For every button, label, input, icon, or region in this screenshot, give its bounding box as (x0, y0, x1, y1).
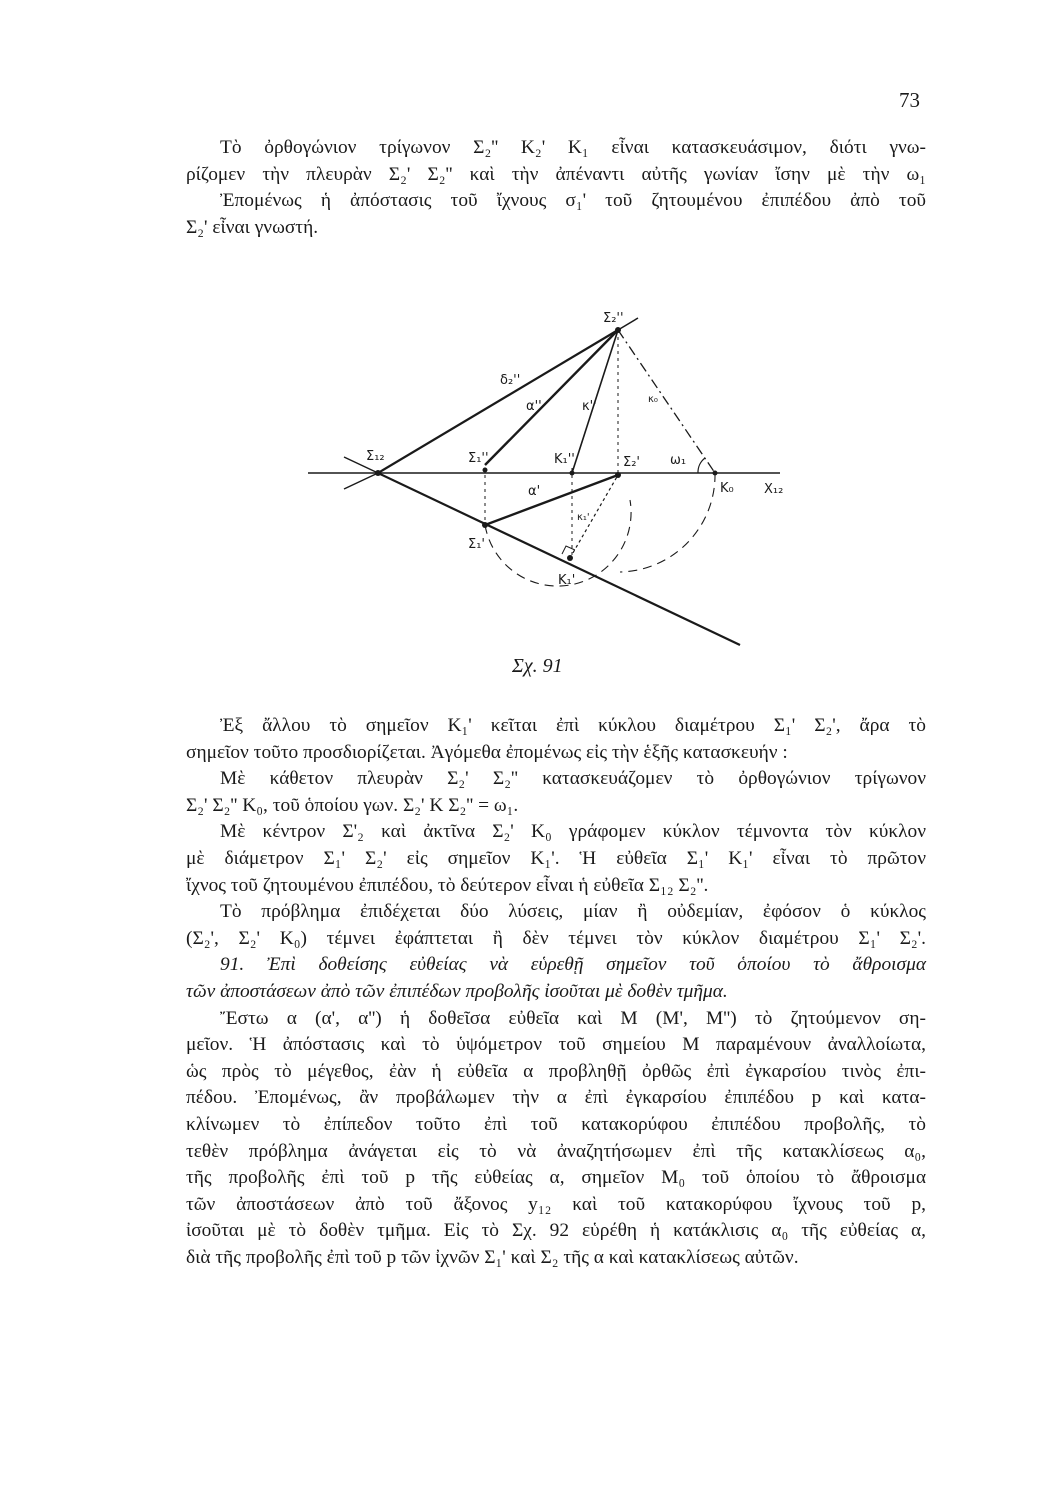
point-k0 (713, 471, 718, 476)
text-line: Τὸ πρόβλημα ἐπιδέχεται δύο λύσεις, μίαν ἢ οὐδεμίαν, ἐφόσον ὁ κύκλος (220, 901, 926, 923)
label-k0: Κ₀ (720, 481, 734, 496)
label-s1-dd: Σ₁'' (468, 451, 489, 466)
page-number: 73 (899, 88, 920, 112)
text-line: τεθὲν πρόβλημα ἀνάγεται εἰς τὸ νὰ ἀναζητήσωμεν ἐπὶ τῆς κατακλίσεως α₀, (186, 1140, 926, 1162)
text-line: κλίνωμεν τὸ ἐπίπεδον τοῦτο ἐπὶ τοῦ κατακορύφου ἐπιπέδου προβολῆς, τὸ (186, 1113, 926, 1135)
label-kappa0: κ₀ (648, 394, 658, 405)
top-paragraph (186, 135, 926, 241)
text-line: ἰσοῦται μὲ τὸ δοθὲν τμῆμα. Εἰς τὸ Σχ. 92 εὑρέθη ἡ κατάκλισις α₀ τῆς εὐθείας α, (186, 1220, 926, 1242)
label-s1-d: Σ₁' (468, 537, 485, 552)
text-line: Σ₂' εἶναι γνωστή. (186, 216, 319, 238)
bottom-text (186, 713, 926, 1271)
text-line: ρίζομεν τὴν πλευρὰν Σ₂' Σ₂'' καὶ τὴν ἀπέναντι αὐτῆς γωνίαν ἴσην μὲ τὴν ω₁ (186, 163, 926, 185)
label-delta2: δ₂'' (500, 373, 521, 388)
label-k1-d: Κ₁' (558, 573, 576, 588)
label-kappa1-d: κ₁' (577, 512, 590, 523)
section-heading: τῶν ἀποστάσεων ἀπὸ τῶν ἐπιπέδων προβολῆς ἰσοῦται μὲ δοθὲν τμῆμα. (186, 980, 728, 1002)
label-alpha-d: α' (528, 484, 541, 499)
alpha-d-line (485, 475, 618, 525)
text-line: μεῖον. Ἡ ἀπόστασις καὶ τὸ ὑψόμετρον τοῦ σημείου Μ παραμένουν ἀναλλοίωτα, (186, 1034, 926, 1056)
axis-arrow (344, 473, 378, 489)
label-alpha-dd: α'' (526, 399, 542, 414)
text-line: Μὲ κάθετον πλευρὰν Σ₂' Σ₂'' κατασκευάζομεν τὸ ὀρθογώνιον τρίγωνον (220, 768, 926, 790)
point-s12 (375, 470, 381, 476)
text-line: Ἐπομένως ἡ ἀπόστασις τοῦ ἴχνους σ₁' τοῦ ζητουμένου ἐπιπέδου ἀπὸ τοῦ (220, 190, 926, 212)
point-s1-dd (483, 468, 488, 473)
figure-svg (300, 300, 820, 640)
label-k1-dd: Κ₁'' (554, 452, 575, 467)
label-x12: Χ₁₂ (764, 482, 784, 497)
figure-caption: Σχ. 91 (512, 655, 563, 677)
text-line: Σ₂' Σ₂'' Κ₀, τοῦ ὁποίου γων. Σ₂' Κ Σ₂'' = ω₁. (186, 794, 519, 816)
omega-arc (698, 458, 705, 473)
label-s2-top: Σ₂'' (603, 311, 624, 326)
point-k1-dd (570, 471, 575, 476)
hypotenuse-line (618, 330, 715, 473)
label-s12: Σ₁₂ (366, 449, 385, 464)
point-s1-d (482, 522, 488, 528)
text-line: ὡς πρὸς τὸ μέγεθος, ἐὰν ἡ εὐθεῖα α προβληθῇ ὀρθῶς ἐπὶ ἐγκαρσίου τινὸς ἐπι- (186, 1060, 926, 1082)
text-line: σημεῖον τοῦτο προσδιορίζεται. Ἀγόμεθα ἐπομένως εἰς τὴν ἑξῆς κατασκευήν : (186, 741, 788, 763)
text-line: (Σ₂', Σ₂' Κ₀) τέμνει ἐφάπτεται ἢ δὲν τέμνει τὸν κύκλον διαμέτρου Σ₁' Σ₂'. (186, 927, 926, 949)
text-line: Μὲ κέντρον Σ'₂ καὶ ἀκτῖνα Σ₂' Κ₀ γράφομεν κύκλον τέμνοντα τὸν κύκλον (220, 821, 926, 843)
text-line: ἴχνος τοῦ ζητουμένου ἐπιπέδου, τὸ δεύτερον εἶναι ἡ εὐθεῖα Σ₁₂ Σ₂''. (186, 874, 709, 896)
point-k1-d (567, 555, 573, 561)
radius-circle-arc (620, 473, 715, 572)
text-line: τῶν ἀποστάσεων ἀπὸ τοῦ ἄξονος y₁₂ καὶ τοῦ κατακορύφου ἴχνους τοῦ p, (186, 1193, 926, 1215)
point-s2-dd (615, 327, 621, 333)
text-line: τῆς προβολῆς ἐπὶ τοῦ p τῆς εὐθείας α, σημεῖον Μ₀ τοῦ ὁποίου τὸ ἄθροισμα (186, 1167, 926, 1189)
label-s2-d: Σ₂' (623, 455, 640, 470)
first-trace-line (378, 473, 740, 645)
text-line: Τὸ ὀρθογώνιον τρίγωνον Σ₂'' Κ₂' Κ₁ εἶναι κατασκευάσιμον, διότι γνω- (220, 137, 926, 158)
label-omega1: ω₁ (670, 453, 687, 468)
point-s2-d (615, 472, 621, 478)
text-line: μὲ διάμετρον Σ₁' Σ₂' εἰς σημεῖον Κ₁'. Ἡ εὐθεῖα Σ₁' Κ₁' εἶναι τὸ πρῶτον (186, 847, 926, 869)
section-heading: 91. Ἐπὶ δοθείσης εὐθείας νὰ εὑρεθῇ σημεῖον τοῦ ὁποίου τὸ ἄθροισμα (220, 954, 926, 976)
text-line: Ἐξ ἄλλου τὸ σημεῖον Κ₁' κεῖται ἐπὶ κύκλου διαμέτρου Σ₁' Σ₂', ἄρα τὸ (220, 715, 926, 736)
label-kappa-dd: κ'' (582, 399, 597, 414)
text-line: Ἔστω α (α', α'') ἡ δοθεῖσα εὐθεῖα καὶ Μ (Μ', Μ'') τὸ ζητούμενον ση- (220, 1007, 926, 1029)
geometry-figure (300, 300, 820, 640)
text-line: διὰ τῆς προβολῆς ἐπὶ τοῦ p τῶν ἰχνῶν Σ₁' καὶ Σ₂ τῆς α καὶ κατακλίσεως αὐτῶν. (186, 1246, 799, 1268)
text-line: πέδου. Ἐπομένως, ἂν προβάλωμεν τὴν α ἐπὶ ἐγκαρσίου ἐπιπέδου p καὶ κατα- (186, 1087, 926, 1109)
